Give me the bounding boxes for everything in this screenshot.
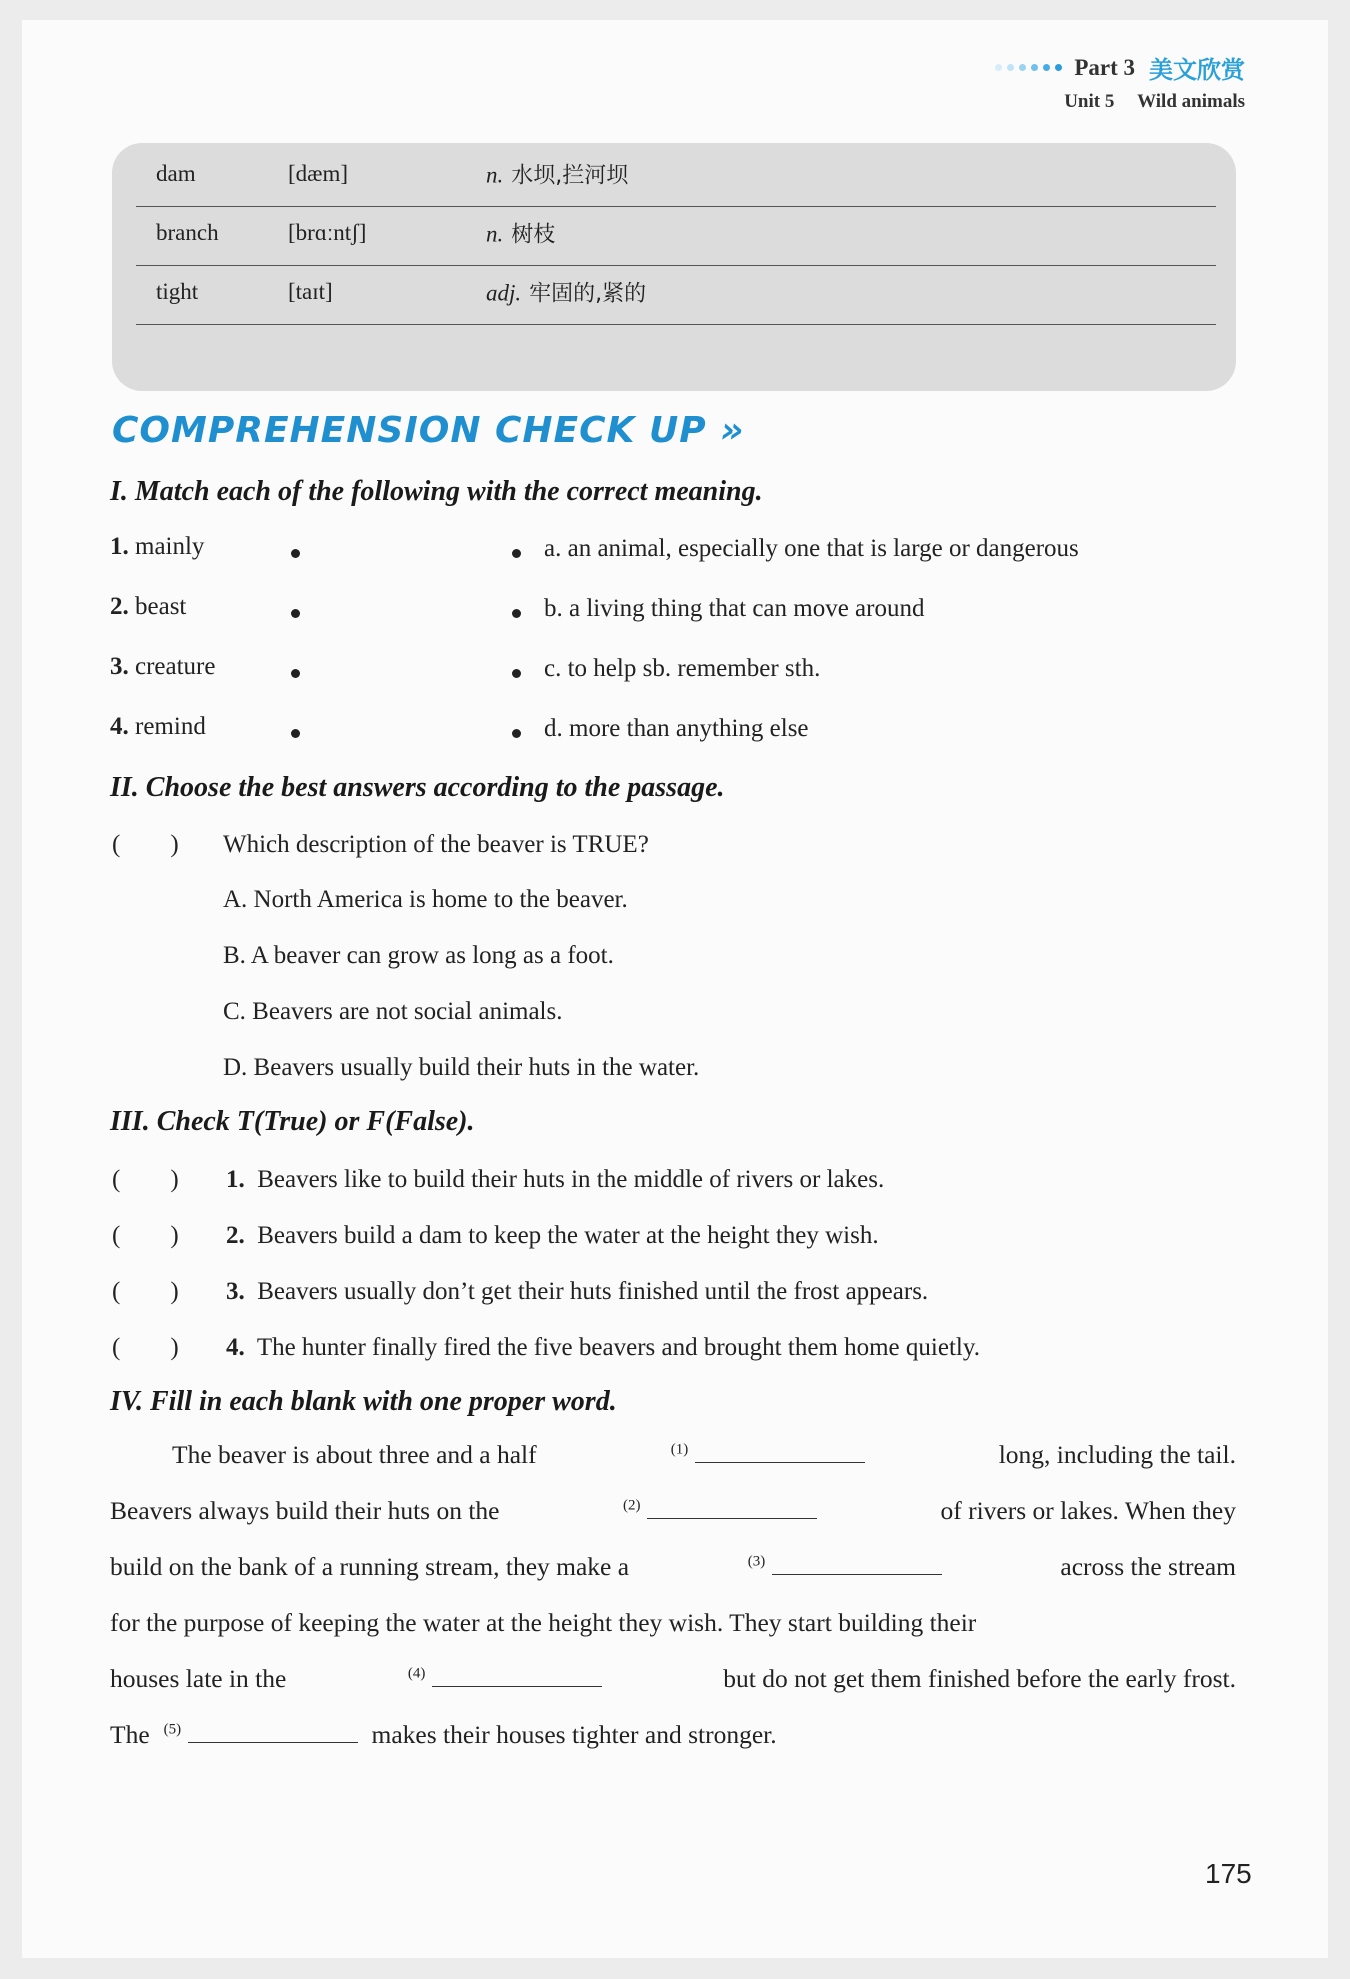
vocab-word: branch bbox=[156, 219, 219, 245]
blank-line[interactable] bbox=[432, 1664, 602, 1687]
item-number: 1. bbox=[226, 1166, 245, 1193]
vocab-pos: n. bbox=[486, 162, 504, 188]
cloze-line bbox=[172, 1440, 1236, 1470]
match-word: creature bbox=[135, 653, 216, 680]
dot-2 bbox=[1007, 64, 1014, 71]
cloze-line bbox=[110, 1608, 1236, 1638]
unit-label: Unit 5 bbox=[1064, 91, 1115, 112]
match-item bbox=[110, 653, 215, 681]
match-word: remind bbox=[135, 713, 206, 740]
cloze-blank-5 bbox=[164, 1720, 358, 1750]
cloze-text: The bbox=[110, 1720, 150, 1749]
cloze-text: across the stream bbox=[1060, 1552, 1236, 1581]
option-d: D. Beavers usually build their huts in the water. bbox=[223, 1054, 700, 1081]
tf-item bbox=[226, 1334, 980, 1362]
blank-marker: (5) bbox=[163, 1721, 182, 1738]
part3-heading: III. Check T(True) or F(False). bbox=[110, 1106, 475, 1137]
vocab-meaning bbox=[486, 217, 555, 248]
answer-paren[interactable]: ( ) bbox=[112, 1278, 179, 1305]
part4-heading: IV. Fill in each blank with one proper word. bbox=[110, 1386, 617, 1417]
cloze-text: but do not get them finished before the early frost. bbox=[723, 1664, 1236, 1693]
blank-marker: (1) bbox=[670, 1441, 689, 1458]
tf-item bbox=[226, 1278, 928, 1306]
blank-marker: (3) bbox=[747, 1553, 766, 1570]
tf-text: The hunter finally fired the five beavers and brought them home quietly. bbox=[256, 1334, 980, 1361]
question-text: Which description of the beaver is TRUE? bbox=[223, 831, 649, 858]
dot-1 bbox=[995, 64, 1002, 71]
match-dot[interactable] bbox=[291, 609, 300, 618]
vocab-meaning bbox=[486, 276, 646, 307]
match-dot[interactable] bbox=[512, 669, 521, 678]
cloze-text: build on the bank of a running stream, they make a bbox=[110, 1552, 630, 1581]
tf-text: Beavers like to build their huts in the middle of rivers or lakes. bbox=[257, 1166, 885, 1193]
tf-text: Beavers build a dam to keep the water at the height they wish. bbox=[257, 1222, 879, 1249]
part-title: 美文欣赏 bbox=[1149, 56, 1245, 84]
item-number: 4. bbox=[110, 713, 129, 740]
item-number: 2. bbox=[110, 593, 129, 620]
page-number: 175 bbox=[1205, 1858, 1252, 1889]
cloze-line bbox=[110, 1664, 1236, 1694]
match-dot[interactable] bbox=[291, 549, 300, 558]
cloze-text: makes their houses tighter and stronger. bbox=[371, 1720, 777, 1749]
match-word: beast bbox=[135, 593, 187, 620]
vocab-pos: adj. bbox=[486, 280, 522, 306]
vocab-phonetic: [brɑːntʃ] bbox=[288, 219, 367, 245]
vocab-row bbox=[136, 148, 1216, 207]
match-definition: b. a living thing that can move around bbox=[544, 595, 925, 622]
cloze-blank-2 bbox=[623, 1496, 817, 1526]
match-definition: a. an animal, especially one that is large or dangerous bbox=[544, 535, 1079, 562]
item-number: 3. bbox=[226, 1278, 245, 1305]
cloze-blank-4 bbox=[408, 1664, 602, 1694]
cloze-blank-1 bbox=[671, 1440, 865, 1470]
item-number: 1. bbox=[110, 533, 129, 560]
match-dot[interactable] bbox=[512, 549, 521, 558]
match-definition: c. to help sb. remember sth. bbox=[544, 655, 821, 682]
cloze-text: The beaver is about three and a half bbox=[172, 1440, 537, 1469]
match-dot[interactable] bbox=[512, 729, 521, 738]
part2-heading: II. Choose the best answers according to the passage. bbox=[110, 772, 725, 803]
part1-heading: I. Match each of the following with the correct meaning. bbox=[110, 476, 763, 507]
answer-paren[interactable]: ( ) bbox=[112, 1166, 179, 1193]
cloze-line bbox=[110, 1552, 1236, 1582]
section-title: COMPREHENSION CHECK UP » bbox=[112, 410, 745, 451]
answer-paren[interactable]: ( ) bbox=[112, 831, 179, 858]
dot-5 bbox=[1043, 64, 1050, 71]
answer-paren[interactable]: ( ) bbox=[112, 1334, 179, 1361]
blank-marker: (2) bbox=[623, 1497, 641, 1514]
tf-item bbox=[226, 1166, 884, 1194]
vocab-meaning bbox=[486, 158, 628, 189]
blank-line[interactable] bbox=[772, 1552, 942, 1575]
match-item bbox=[110, 533, 204, 561]
match-dot[interactable] bbox=[512, 609, 521, 618]
vocab-row bbox=[136, 207, 1216, 266]
cloze-text: for the purpose of keeping the water at the height they wish. They start building their bbox=[110, 1608, 977, 1637]
option-c: C. Beavers are not social animals. bbox=[223, 998, 563, 1025]
vocab-cn: 树枝 bbox=[511, 222, 556, 248]
match-word: mainly bbox=[135, 533, 205, 560]
tf-text: Beavers usually don’t get their huts finished until the frost appears. bbox=[257, 1278, 929, 1305]
dot-4 bbox=[1031, 64, 1038, 71]
match-definition: d. more than anything else bbox=[544, 715, 809, 742]
blank-line[interactable] bbox=[188, 1720, 358, 1743]
item-number: 3. bbox=[110, 653, 129, 680]
dot-6 bbox=[1055, 64, 1062, 71]
dot-3 bbox=[1019, 64, 1026, 71]
cloze-text: Beavers always build their huts on the bbox=[110, 1496, 500, 1525]
part-label: Part 3 bbox=[1074, 54, 1135, 80]
item-number: 4. bbox=[226, 1334, 245, 1361]
item-number: 2. bbox=[226, 1222, 245, 1249]
cloze-line bbox=[110, 1720, 1236, 1750]
vocab-cn: 牢固的,紧的 bbox=[529, 281, 647, 307]
vocab-row bbox=[136, 266, 1216, 325]
tf-item bbox=[226, 1222, 879, 1250]
cloze-line bbox=[110, 1496, 1236, 1526]
cloze-blank-3 bbox=[748, 1552, 942, 1582]
unit-title: Wild animals bbox=[1137, 91, 1245, 112]
cloze-text: long, including the tail. bbox=[998, 1440, 1236, 1469]
match-dot[interactable] bbox=[291, 669, 300, 678]
vocabulary-box bbox=[112, 143, 1236, 391]
blank-line[interactable] bbox=[695, 1440, 865, 1463]
vocab-phonetic: [taɪt] bbox=[288, 278, 333, 304]
option-a: A. North America is home to the beaver. bbox=[223, 886, 628, 913]
match-item bbox=[110, 593, 186, 621]
match-dot[interactable] bbox=[291, 729, 300, 738]
cloze-text: houses late in the bbox=[110, 1664, 287, 1693]
answer-paren[interactable]: ( ) bbox=[112, 1222, 179, 1249]
vocab-cn: 水坝,拦河坝 bbox=[511, 163, 629, 189]
vocab-phonetic: [dæm] bbox=[288, 160, 349, 186]
blank-line[interactable] bbox=[647, 1496, 817, 1519]
match-item bbox=[110, 713, 206, 741]
page-header bbox=[995, 50, 1245, 113]
decorative-dots bbox=[995, 64, 1062, 71]
vocab-word: tight bbox=[156, 278, 199, 304]
vocab-word: dam bbox=[156, 160, 196, 186]
blank-marker: (4) bbox=[407, 1665, 426, 1682]
cloze-text: of rivers or lakes. When they bbox=[940, 1496, 1236, 1525]
option-b: B. A beaver can grow as long as a foot. bbox=[223, 942, 614, 969]
vocab-pos: n. bbox=[486, 221, 504, 247]
